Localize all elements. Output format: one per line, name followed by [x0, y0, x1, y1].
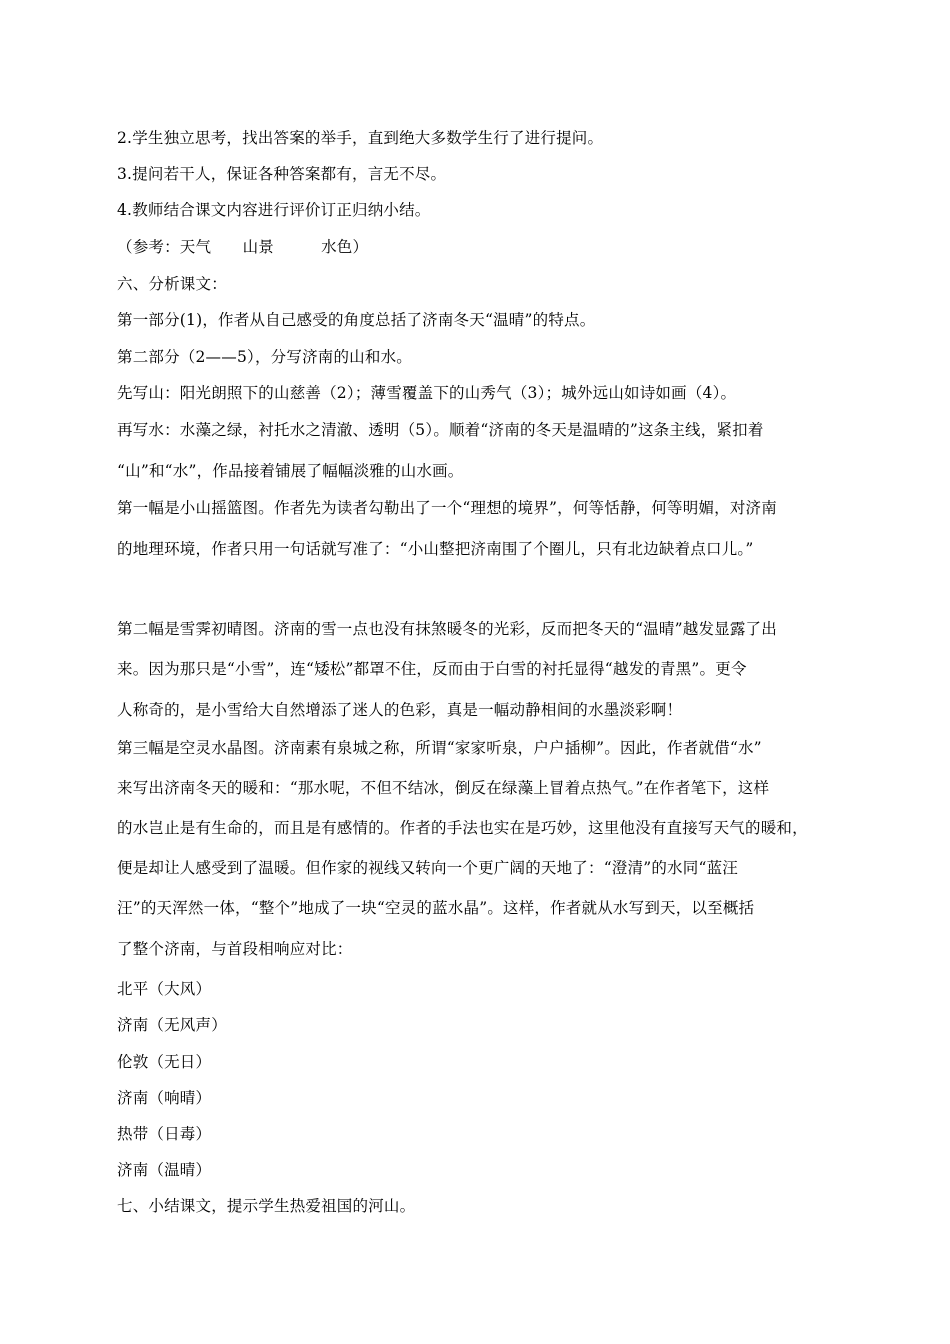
text-line-12: 的地理环境，作者只用一句话就写准了：“小山整把济南围了个圈儿，只有北边缺着点口儿。” [117, 540, 754, 558]
text-line-3: 4.教师结合课文内容进行评价订正归纳小结。 [117, 201, 431, 219]
text-line-7: 第二部分（2——5），分写济南的山和水。 [117, 348, 412, 366]
comparison-item-4: 济南（响晴） [117, 1089, 212, 1107]
comparison-item-5: 热带（日毒） [117, 1125, 212, 1143]
section-heading-6: 六、分析课文： [117, 275, 227, 293]
text-line-14: 来。因为那只是“小雪”，连“矮松”都罩不住，反而由于白雪的衬托显得“越发的青黑”。更令 [117, 660, 747, 678]
text-line-10: “山”和“水”，作品接着铺展了幅幅淡雅的山水画。 [117, 462, 464, 480]
text-line-9: 再写水：水藻之绿，衬托水之清澈、透明（5）。顺着“济南的冬天是温晴的”这条主线，紧扣着 [117, 421, 764, 439]
text-line-11: 第一幅是小山摇篮图。作者先为读者勾勒出了一个“理想的境界”，何等恬静，何等明媚，对济南 [117, 499, 777, 517]
text-line-1: 2.学生独立思考，找出答案的举手，直到绝大多数学生行了进行提问。 [117, 129, 604, 147]
section-heading-7: 七、小结课文，提示学生热爱祖国的河山。 [117, 1197, 416, 1215]
text-line-8: 先写山：阳光朗照下的山慈善（2）；薄雪覆盖下的山秀气（3）；城外远山如诗如画（4）。 [117, 384, 737, 402]
text-line-18: 的水岂止是有生命的，而且是有感情的。作者的手法也实在是巧妙，这里他没有直接写天气的暖和， [117, 819, 808, 837]
text-line-20: 汪”的天浑然一体，“整个”地成了一块“空灵的蓝水晶”。这样，作者就从水写到天，以至概括 [117, 899, 755, 917]
text-line-19: 便是却让人感受到了温暖。但作家的视线又转向一个更广阔的天地了：“澄清”的水同“蓝汪 [117, 859, 738, 877]
text-line-4: （参考：天气 山景 水色） [117, 238, 369, 256]
text-line-15: 人称奇的，是小雪给大自然增添了迷人的色彩，真是一幅动静相间的水墨淡彩啊！ [117, 701, 683, 719]
comparison-item-3: 伦敦（无日） [117, 1053, 212, 1071]
text-line-2: 3.提问若干人，保证各种答案都有，言无不尽。 [117, 165, 447, 183]
text-line-6: 第一部分(1)，作者从自己感受的角度总括了济南冬天“温晴”的特点。 [117, 311, 596, 329]
text-line-21: 了整个济南，与首段相响应对比： [117, 940, 353, 958]
text-line-13: 第二幅是雪霁初晴图。济南的雪一点也没有抹煞暖冬的光彩，反而把冬天的“温晴”越发显露了出 [117, 620, 777, 638]
comparison-item-2: 济南（无风声） [117, 1016, 227, 1034]
text-line-16: 第三幅是空灵水晶图。济南素有泉城之称，所谓“家家听泉，户户插柳”。因此，作者就借“水” [117, 739, 762, 757]
text-line-17: 来写出济南冬天的暖和：“那水呢，不但不结冰，倒反在绿藻上冒着点热气。”在作者笔下，这样 [117, 779, 770, 797]
comparison-item-1: 北平（大风） [117, 980, 212, 998]
comparison-item-6: 济南（温晴） [117, 1161, 212, 1179]
